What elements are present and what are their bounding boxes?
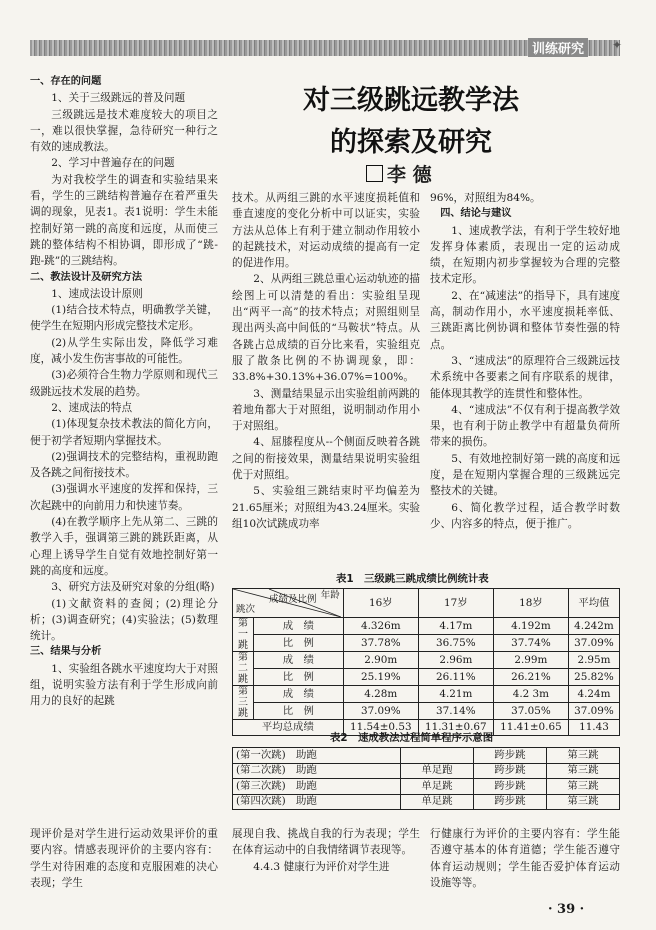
- table-cell: 37.09%: [568, 635, 619, 652]
- paragraph: 1、速成法设计原则: [51, 287, 143, 300]
- row-label: 成 绩: [254, 686, 344, 703]
- table-cell: 37.74%: [493, 635, 568, 652]
- paragraph: 4、屈膝程度从--个侧面反映着各跳之间的衔接效果，测量结果说明实验组优于对照组。: [232, 436, 420, 482]
- paragraph: 4.4.3 健康行为评价对学生进: [253, 860, 390, 873]
- row-label: 成 绩: [254, 652, 344, 669]
- paragraph: 行健康行为评价的主要内容有：学生能否遵守基本的体育道德；学生能否遵守体育运动规则；学生能否爱护体育运动设施等等。: [430, 828, 620, 889]
- table-cell: 4.24m: [568, 686, 619, 703]
- row-label: 比 例: [254, 703, 344, 720]
- jump-label: 第一跳: [233, 618, 254, 652]
- table-cell: 37.09%: [568, 703, 619, 720]
- table-cell: 4.326m: [343, 618, 418, 635]
- paragraph: 4、“速成法”不仅有利于提高教学效果，也有利于防止教学中有超量负荷所带来的损伤。: [430, 403, 620, 449]
- paragraph: 1、实验组各跳水平速度均大于对照组，说明实验方法有利于学生形成向前用力的良好的起跳: [30, 662, 218, 708]
- table1-corner: [233, 589, 344, 618]
- table-cell: 4.192m: [493, 618, 568, 635]
- paragraph: (4)在教学顺序上先从第二、三跳的教学入手，强调第三跳的跳跃距离，从心理上诱导学生自觉有效地控制好第一跳的高度和远度。: [30, 516, 218, 577]
- paragraph: 6、简化教学过程，适合教学时数少、内容多的特点，便于推广。: [430, 501, 620, 530]
- left-column: [30, 74, 218, 710]
- table-cell: 37.78%: [343, 635, 418, 652]
- table-cell: 26.21%: [493, 669, 568, 686]
- total-label: 平均总成绩: [233, 720, 344, 736]
- table-row: [233, 652, 620, 669]
- table-cell: 跨步跳: [473, 748, 546, 764]
- table-cell: 2.99m: [493, 652, 568, 669]
- table1-caption: 表1 三级跳三跳成绩比例统计表: [336, 573, 489, 585]
- paragraph: 2、在“减速法”的指导下，具有速度高，制动作用小，水平速度损耗率低、三跳距离比例协调和整体节奏性强的特点。: [430, 289, 620, 351]
- table-row: [233, 686, 620, 703]
- title-line-1: 对三级跳远教学法: [303, 85, 519, 116]
- author-box-icon: [366, 165, 383, 182]
- table-cell: (第二次跳) 助跑: [233, 763, 401, 779]
- table-cell: 4.17m: [418, 618, 493, 635]
- age-header: 17岁: [418, 589, 493, 618]
- table-cell: 第三跳: [546, 763, 619, 779]
- table-cell: (第一次跳) 助跑: [233, 748, 401, 764]
- paragraph: 3、研究方法及研究对象的分组(略): [51, 581, 215, 594]
- table-cell: 第三跳: [546, 748, 619, 764]
- table-cell: 4.21m: [418, 686, 493, 703]
- paragraph: 96%，对照组为84%。: [430, 192, 541, 204]
- corner-age: 年龄: [320, 590, 340, 601]
- author-name: 李 德: [387, 164, 432, 186]
- table-cell: 4.242m: [568, 618, 619, 635]
- page-number: · 39 ·: [548, 902, 585, 917]
- table-cell: 37.05%: [493, 703, 568, 720]
- table-cell: 跨步跳: [473, 763, 546, 779]
- right-column: [430, 190, 620, 532]
- paragraph: 展现自我、挑战自我的行为表现；学生在体育运动中的自我情绪调节表现等。: [232, 828, 420, 857]
- author: [366, 160, 432, 187]
- section-heading: 一、存在的问题: [30, 76, 102, 87]
- table-cell: 36.75%: [418, 635, 493, 652]
- section-heading: 三、结果与分析: [30, 646, 102, 658]
- row-label: 比 例: [254, 635, 344, 652]
- table-cell: 跨步跳: [473, 794, 546, 810]
- paragraph: 2、速成法的特点: [51, 401, 133, 414]
- paragraph: 3、“速成法”的原理符合三级跳远技术系统中各要素之间有序联系的规律，能体现其教学的连贯性和整体性。: [430, 354, 620, 400]
- table-row: [233, 763, 620, 779]
- age-header: 平均值: [568, 589, 619, 618]
- middle-column: [232, 190, 420, 532]
- jump-label: 第三跳: [233, 686, 254, 720]
- table-cell: 25.82%: [568, 669, 619, 686]
- table1: [232, 588, 620, 736]
- paragraph: (3)强调水平速度的发挥和保持，三次起跳中的向前用力和快速节奏。: [30, 483, 218, 512]
- paragraph: 三级跳远是技术难度较大的项目之一，难以很快掌握，急待研究一种行之有效的速成教法。: [30, 108, 218, 154]
- table-cell: 单足跑: [400, 763, 473, 779]
- paragraph: 2、从两组三跳总重心运动轨迹的描绘图上可以清楚的看出：实验组呈现出“两平一高”的技术特点；对照组则呈现出两头高中间低的“马鞍状”特点。从各跳占总成绩的百分比来看，实验组克服了散条比例的不协调现象，即：33.8%+30.13%+36.07%=100%。: [232, 273, 420, 384]
- bottom-column-1: [30, 826, 218, 891]
- paragraph: 3、测量结果显示出实验组前两跳的着地角都大于对照组，说明制动作用小于对照组。: [232, 387, 420, 433]
- table-row: [233, 794, 620, 810]
- table-cell: 单足跳: [400, 794, 473, 810]
- table2: [232, 747, 620, 810]
- total-cell: 11.54±0.53: [343, 720, 418, 736]
- paragraph: 为对我校学生的调查和实验结果来看，学生的三跳结构普遍存在着严重失调的现象，见表1。表1说明：学生未能控制好第一跳的高度和远度，从而使三跳的整体结构不相协调，即形成了“跳-跑-跳”的三跳结构。: [30, 173, 218, 268]
- section-heading: 二、教法设计及研究方法: [30, 271, 143, 283]
- row-label: 成 绩: [254, 618, 344, 635]
- table-row: [233, 703, 620, 720]
- table-cell: 2.95m: [568, 652, 619, 669]
- table-cell: 跨步跳: [473, 779, 546, 795]
- bottom-column-3: [430, 826, 620, 891]
- table-row: [233, 618, 620, 635]
- table-cell: 2.96m: [418, 652, 493, 669]
- row-label: 比 例: [254, 669, 344, 686]
- paragraph: 1、速成教学法，有利于学生较好地发挥身体素质，表现出一定的运动成绩，在短期内初步掌握较为合理的完整技术定形。: [430, 224, 620, 286]
- corner-jump: 跳次: [236, 604, 256, 615]
- ornament-icon: ✦: [612, 38, 623, 52]
- paragraph: (3)必须符合生物力学原则和现代三级跳远技术发展的趋势。: [30, 369, 218, 398]
- total-cell: 11.43: [568, 720, 619, 736]
- age-header: 18岁: [493, 589, 568, 618]
- table-cell: 4.28m: [343, 686, 418, 703]
- table-cell: (第四次跳) 助跑: [233, 794, 401, 810]
- table-cell: 2.90m: [343, 652, 418, 669]
- table-cell: 37.14%: [418, 703, 493, 720]
- paragraph: (2)从学生实际出发，降低学习难度，减小发生伤害事故的可能性。: [30, 336, 218, 366]
- total-cell: 11.41±0.65: [493, 720, 568, 736]
- bottom-column-2: [232, 826, 420, 875]
- table2-caption: 表2 速成教法过程简单程序示意图: [330, 732, 494, 744]
- table-cell: 25.19%: [343, 669, 418, 686]
- table-cell: [400, 748, 473, 764]
- table-cell: 第三跳: [546, 779, 619, 795]
- paragraph: (1)结合技术特点，明确教学关键，使学生在短期内形成完整技术定形。: [30, 304, 218, 333]
- paragraph: 技术。从两组三跳的水平速度损耗值和垂直速度的变化分析中可以证实，实验方法从总体上有利于建立制动作用较小的起跳技术，对运动成绩的提高有一定的促进作用。: [232, 192, 420, 270]
- table-cell: 37.09%: [343, 703, 418, 720]
- age-header: 16岁: [343, 589, 418, 618]
- table-cell: 第三跳: [546, 794, 619, 810]
- paragraph: 2、学习中普遍存在的问题: [51, 157, 175, 170]
- total-cell: 11.31±0.67: [418, 720, 493, 736]
- paragraph: (1)体现复杂技术教法的简化方向，便于初学者短期内掌握技术。: [30, 418, 218, 447]
- paragraph: 1、关于三级跳远的普及问题: [51, 92, 186, 105]
- table-row: [233, 669, 620, 686]
- table-row: [233, 779, 620, 795]
- table-cell: 26.11%: [418, 669, 493, 686]
- table-cell: (第三次跳) 助跑: [233, 779, 401, 795]
- section-heading: 四、结论与建议: [440, 208, 512, 220]
- table-cell: 单足跳: [400, 779, 473, 795]
- section-label: 训练研究: [528, 38, 588, 57]
- paragraph: 现评价是对学生进行运动效果评价的重要内容。情感表现评价的主要内容有：学生对待困难的态度和克服困难的决心表现；学生: [30, 828, 218, 889]
- jump-label: 第二跳: [233, 652, 254, 686]
- table-row: [233, 635, 620, 652]
- table-cell: 4.2 3m: [493, 686, 568, 703]
- title-line-2: 的探索及研究: [330, 127, 492, 158]
- paragraph: 5、有效地控制好第一跳的高度和远度，是在短期内掌握合理的三级跳远完整技术的关键。: [430, 452, 620, 498]
- paragraph: (2)强调技术的完整结构，重视助跑及各跳之间衔接技术。: [30, 450, 218, 480]
- article-title: [236, 80, 586, 164]
- table-row: [233, 748, 620, 764]
- paragraph: 5、实验组三跳结束时平均偏差为21.65厘米；对照组为43.24厘米。实验组10次试跳成功率: [232, 485, 420, 530]
- corner-score: 成绩及比例: [269, 594, 317, 605]
- paragraph: (1)文献资料的查阅；(2)理论分析；(3)调查研究；(4)实验法；(5)数理统计。: [30, 597, 218, 643]
